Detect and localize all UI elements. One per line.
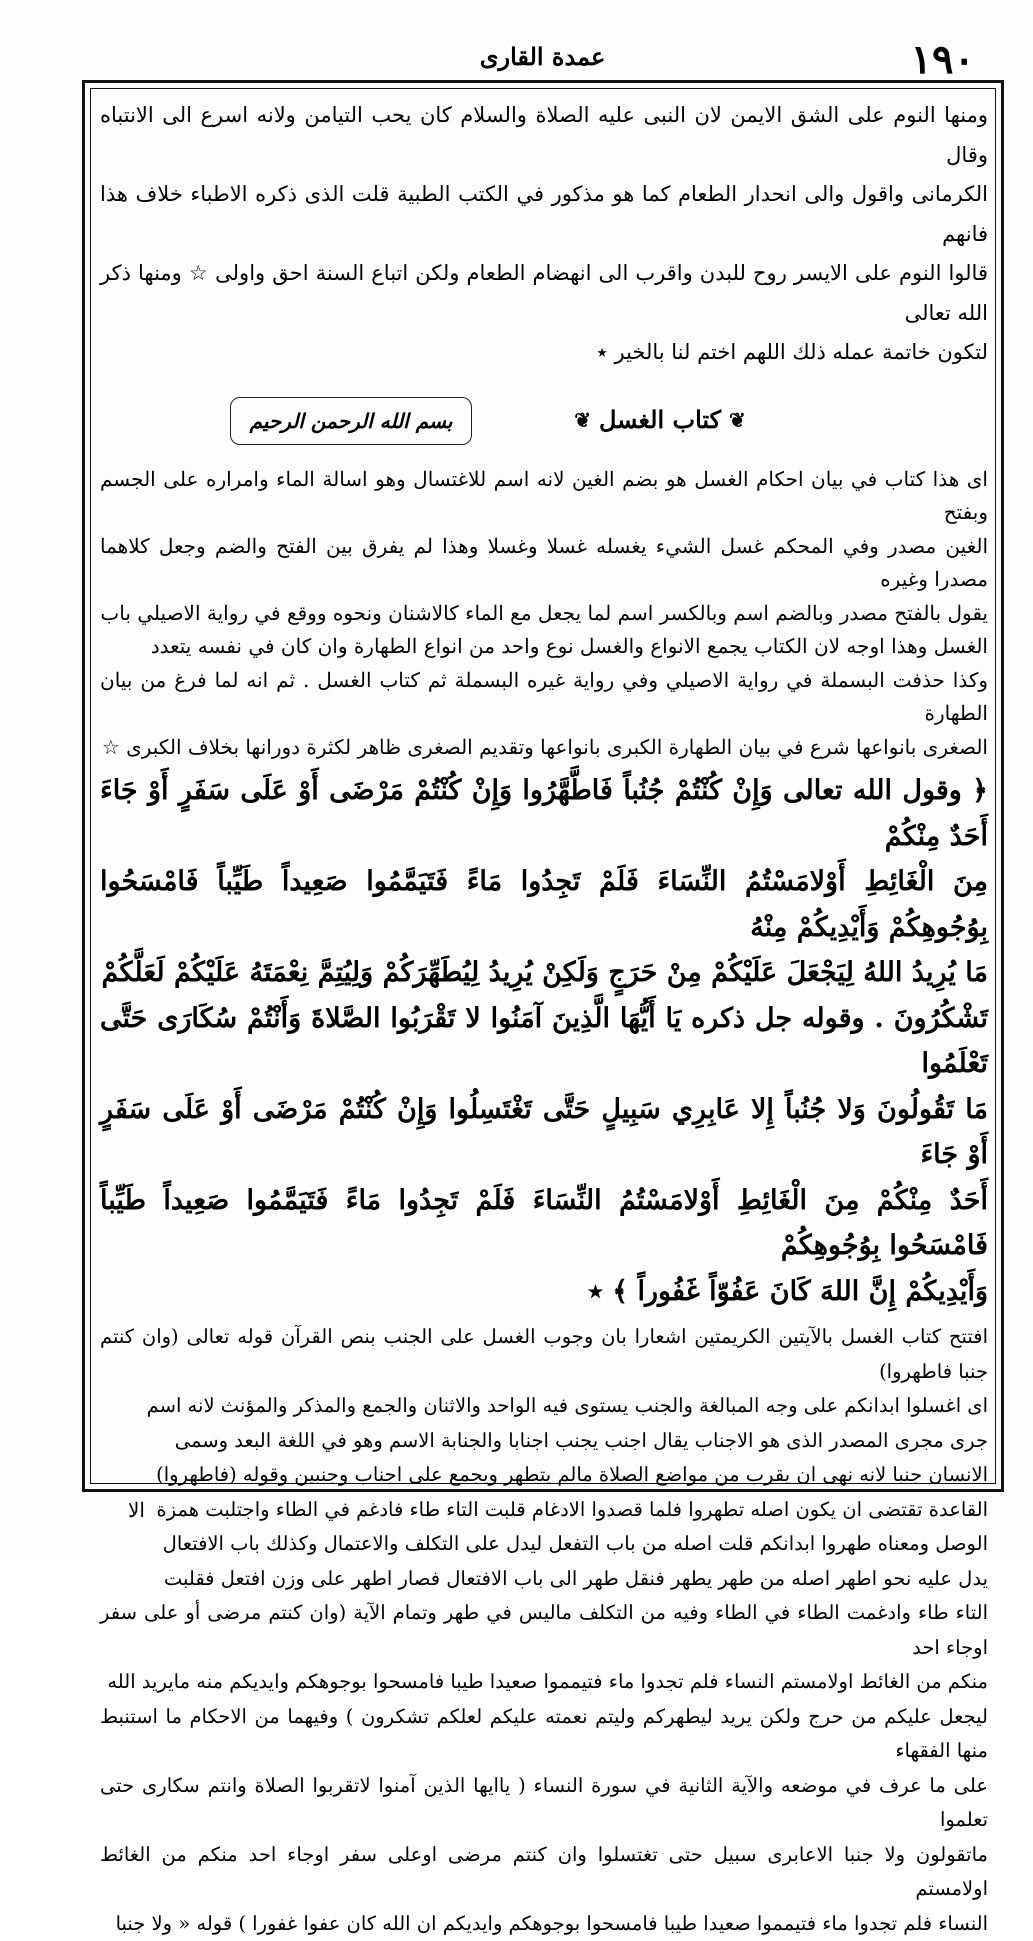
running-title: عمدة القارى (90, 42, 995, 71)
chapter-intro (100, 463, 988, 765)
verse-line: ﴿ وقول الله تعالى وَإِنْ كُنْتُمْ جُنُباً فَاطَّهَّرُوا وَإِنْ كُنْتُمْ مَرْضَى أَوْ عَلَى سَفَرٍ أَوْ جَاءَ أَحَدٌ مِنْكُمْ (100, 768, 988, 859)
text-line: لتكون خاتمة عمله ذلك اللهم اختم لنا بالخير ٭ (100, 333, 988, 373)
page-body (100, 96, 988, 1941)
flourish-icon: ❦ (729, 408, 746, 432)
text-line: اى هذا كتاب في بيان احكام الغسل هو بضم الغين لانه اسم للاغتسال وهو اسالة الماء وامراره على الجسم وبفتح (100, 463, 988, 530)
verse-line: مِنَ الْغَائِطِ أَوْلامَسْتُمُ النِّسَاءَ فَلَمْ تَجِدُوا مَاءً فَتَيَمَّمُوا صَعِيداً طَيِّباً فَامْسَحُوا بِوُجُوهِكُمْ وَأَيْدِيكُمْ مِنْهُ (100, 859, 988, 950)
verse-line: تَشْكُرُونَ . وقوله جل ذكره يَا أَيُّهَا الَّذِينَ آمَنُوا لا تَقْرَبُوا الصَّلاةَ وَأَنْتُمْ سُكَارَى حَتَّى تَعْلَمُوا (100, 996, 988, 1087)
text-line: ليجعل عليكم من حرج ولكن يريد ليطهركم وليتم نعمته عليكم لعلكم تشكرون ) وفيهما من الاحكام ما استنبط منها الفقهاء (100, 1700, 988, 1769)
text-line: الغسل وهذا اوجه لان الكتاب يجمع الانواع والغسل نوع واحد من انواع الطهارة وان كان في نفسه يتعدد (100, 630, 988, 664)
verse-line: مَا يُرِيدُ اللهُ لِيَجْعَلَ عَلَيْكُمْ مِنْ حَرَجٍ وَلَكِنْ يُرِيدُ لِيُطَهِّرَكُمْ وَلِيُتِمَّ نِعْمَتَهُ عَلَيْكُمْ لَعَلَّكُمْ (100, 950, 988, 996)
text-line: النساء فلم تجدوا ماء فتيمموا صعيدا طيبا فامسحوا بوجوهكم وايديكم ان الله كان عفوا غفورا ) قوله « ولا جنبا (100, 1907, 988, 1941)
flourish-icon: ❦ (574, 408, 591, 432)
kitab-title: كتاب الغسل (599, 405, 721, 434)
basmala: بسم الله الرحمن الرحيم (250, 409, 453, 433)
text-line: الغين مصدر وفي المحكم غسل الشيء يغسله غسلا وغسلا وهذا لم يفرق بين الفتح والضم وجعل كلاهما مصدرا وغيره (100, 530, 988, 597)
basmala-cartouche (230, 397, 472, 445)
commentary-top (100, 96, 988, 373)
text-line: الكرمانى واقول والى انحدار الطعام كما هو مذكور في الكتب الطبية قلت الذى ذكره الاطباء خلاف هذا فانهم (100, 175, 988, 254)
text-line: الانسان جنبا لانه نهى ان يقرب من مواضع الصلاة مالم يتطهر ويجمع على اجناب وجنبين وقوله (فاطهروا) (100, 1458, 988, 1493)
text-line: ماتقولون ولا جنبا الاعابرى سبيل حتى تغتسلوا وان كنتم مرضى اوعلى سفر اوجاء احد منكم من الغائط اولامستم (100, 1838, 988, 1907)
section-heading (100, 381, 988, 463)
verse-line: وَأَيْدِيكُمْ إِنَّ اللهَ كَانَ عَفُوّاً غَفُوراً ﴾ ٭ (100, 1269, 988, 1315)
text-line: الصغرى بانواعها شرع في بيان الطهارة الكبرى بانواعها وتقديم الصغرى ظاهر لكثرة دورانها بخلاف الكبرى ☆ (100, 731, 988, 765)
text-line: اى اغسلوا ابدانكم على وجه المبالغة والجنب يستوى فيه الواحد والاثنان والجمع والمذكر والمؤنث لانه اسم (100, 1389, 988, 1424)
tafsir-commentary (100, 1320, 988, 1941)
catchword: الا (128, 1498, 145, 1522)
text-line: يقول بالفتح مصدر وبالضم اسم وبالكسر اسم لما يجعل مع الماء كالاشنان ونحوه ووقع في رواية الاصيلي باب (100, 597, 988, 631)
kitab-title-cartouche (530, 397, 790, 443)
page-header (90, 30, 995, 82)
text-line: افتتح كتاب الغسل بالآيتين الكريمتين اشعارا بان وجوب الغسل على الجنب بنص القرآن قوله تعالى (وان كنتم جنبا فاطهروا) (100, 1320, 988, 1389)
verse-line: مَا تَقُولُونَ وَلا جُنُباً إِلا عَابِرِي سَبِيلٍ حَتَّى تَغْتَسِلُوا وَإِنْ كُنْتُمْ مَرْضَى أَوْ عَلَى سَفَرٍ أَوْ جَاءَ (100, 1087, 988, 1178)
text-line: على ما عرف في موضعه والآية الثانية في سورة النساء ( ياايها الذين آمنوا لاتقربوا الصلاة وانتم سكارى حتى تعلموا (100, 1769, 988, 1838)
verse-line: أَحَدٌ مِنْكُمْ مِنَ الْغَائِطِ أَوْلامَسْتُمُ النِّسَاءَ فَلَمْ تَجِدُوا مَاءً فَتَيَمَّمُوا صَعِيداً طَيِّباً فَامْسَحُوا بِوُجُوهِكُمْ (100, 1178, 988, 1269)
text-line: وكذا حذفت البسملة في رواية الاصيلي وفي رواية غيره البسملة ثم كتاب الغسل . ثم انه لما فرغ من بيان الطهارة (100, 664, 988, 731)
quran-verses (100, 768, 988, 1314)
text-line: القاعدة تقتضى ان يكون اصله تطهروا فلما قصدوا الادغام قلبت التاء طاء فادغم في الطاء واجتلبت همزة (100, 1493, 988, 1528)
text-line: يدل عليه نحو اطهر اصله من طهر يطهر فنقل طهر الى باب الافتعال فصار اطهر على وزن افتعل فقلبت (100, 1562, 988, 1597)
text-line: منكم من الغائط اولامستم النساء فلم تجدوا ماء فتيمموا صعيدا طيبا فامسحوا بوجوهكم وايديكم منه مايريد الله (100, 1665, 988, 1700)
text-line: ومنها النوم على الشق الايمن لان النبى عليه الصلاة والسلام كان يحب التيامن ولانه اسرع الى الانتباه وقال (100, 96, 988, 175)
text-line: التاء طاء وادغمت الطاء في الطاء وفيه من التكلف ماليس في طهر وتمام الآية (وان كنتم مرضى أو على سفر اوجاء احد (100, 1596, 988, 1665)
page-number: ١٩٠ (911, 36, 975, 83)
text-line: قالوا النوم على الايسر روح للبدن واقرب الى انهضام الطعام ولكن اتباع السنة احق واولى ☆ ومنها ذكر الله تعالى (100, 254, 988, 333)
text-line: الوصل ومعناه طهروا ابدانكم قلت اصله من باب التفعل ليدل على التكلف والاعتمال وكذلك باب الافتعال (100, 1527, 988, 1562)
text-line: جرى مجرى المصدر الذى هو الاجناب يقال اجنب يجنب اجنابا والجنابة الاسم وهو في اللغة البعد وسمى (100, 1424, 988, 1459)
